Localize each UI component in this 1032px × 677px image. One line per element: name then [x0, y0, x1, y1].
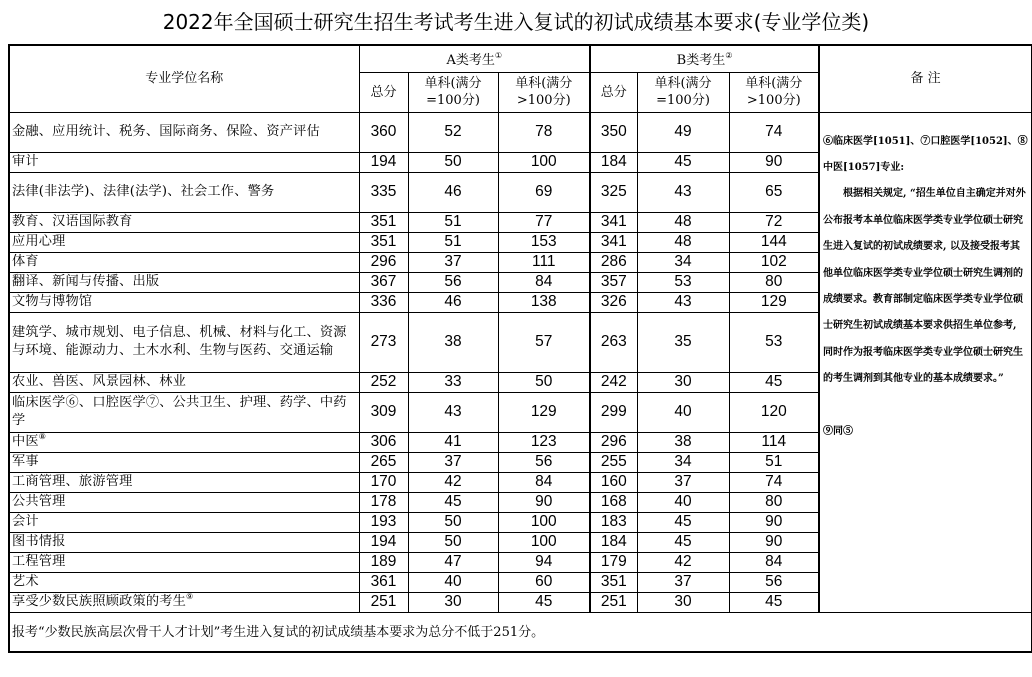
a-total-cell: 336: [359, 292, 408, 312]
a-single-100-cell: 45: [408, 492, 498, 512]
header-b-single-100: 单科(满分=100分): [637, 72, 729, 112]
a-single-gt100-cell: 100: [498, 512, 590, 532]
a-single-100-cell: 52: [408, 112, 498, 152]
a-single-100-cell: 38: [408, 312, 498, 372]
b-single-gt100-cell: 53: [729, 312, 819, 372]
a-total-cell: 273: [359, 312, 408, 372]
header-b-total: 总分: [590, 72, 637, 112]
major-name-cell: 审计: [9, 152, 359, 172]
b-total-cell: 341: [590, 232, 637, 252]
a-total-cell: 351: [359, 212, 408, 232]
b-total-cell: 325: [590, 172, 637, 212]
major-name-cell: 建筑学、城市规划、电子信息、机械、材料与化工、资源与环境、能源动力、土木水利、生物与医药、交通运输: [9, 312, 359, 372]
remarks-note-body: 根据相关规定, “招生单位自主确定并对外公布报考本单位临床医学类专业学位硕士研究生进入复试的初试成绩要求, 以及接受报考其他单位临床医学类专业学位硕士研究生调剂的成绩要求。教育部制定临床医学类专业学位硕士研究生初试成绩基本要求供招生单位参考, 同时作为报考临床医学类专业学位硕士研究生的考生调剂到其他专业的基本成绩要求。”: [823, 188, 1026, 385]
a-total-cell: 309: [359, 392, 408, 432]
b-total-cell: 184: [590, 152, 637, 172]
b-single-gt100-cell: 45: [729, 372, 819, 392]
a-total-cell: 194: [359, 152, 408, 172]
b-single-100-cell: 45: [637, 152, 729, 172]
a-single-gt100-cell: 94: [498, 552, 590, 572]
b-total-cell: 357: [590, 272, 637, 292]
b-single-100-cell: 49: [637, 112, 729, 152]
a-single-100-cell: 50: [408, 152, 498, 172]
remarks-note-9: ⑨同⑤: [823, 425, 854, 437]
b-total-cell: 184: [590, 532, 637, 552]
b-total-cell: 263: [590, 312, 637, 372]
b-total-cell: 255: [590, 452, 637, 472]
a-single-gt100-cell: 123: [498, 432, 590, 452]
b-single-100-cell: 43: [637, 172, 729, 212]
b-single-gt100-cell: 74: [729, 472, 819, 492]
b-single-100-cell: 38: [637, 432, 729, 452]
major-name-cell: 工商管理、旅游管理: [9, 472, 359, 492]
a-single-100-cell: 50: [408, 512, 498, 532]
major-name-cell: 公共管理: [9, 492, 359, 512]
header-major-name: 专业学位名称: [9, 45, 359, 112]
a-total-cell: 194: [359, 532, 408, 552]
b-single-100-cell: 45: [637, 512, 729, 532]
b-total-cell: 251: [590, 592, 637, 612]
a-single-gt100-cell: 100: [498, 532, 590, 552]
a-single-100-cell: 51: [408, 212, 498, 232]
a-total-cell: 360: [359, 112, 408, 152]
a-single-100-cell: 51: [408, 232, 498, 252]
a-total-cell: 251: [359, 592, 408, 612]
b-total-cell: 242: [590, 372, 637, 392]
a-single-gt100-cell: 100: [498, 152, 590, 172]
major-name-cell: 临床医学⑥、口腔医学⑦、公共卫生、护理、药学、中药学: [9, 392, 359, 432]
a-single-100-cell: 33: [408, 372, 498, 392]
b-single-gt100-cell: 65: [729, 172, 819, 212]
a-total-cell: 170: [359, 472, 408, 492]
b-single-gt100-cell: 80: [729, 272, 819, 292]
a-single-100-cell: 42: [408, 472, 498, 492]
b-single-100-cell: 30: [637, 372, 729, 392]
b-single-100-cell: 48: [637, 232, 729, 252]
b-total-cell: 296: [590, 432, 637, 452]
b-single-gt100-cell: 120: [729, 392, 819, 432]
header-b-single-gt100: 单科(满分>100分): [729, 72, 819, 112]
header-a-single-100: 单科(满分=100分): [408, 72, 498, 112]
b-single-gt100-cell: 144: [729, 232, 819, 252]
a-total-cell: 252: [359, 372, 408, 392]
b-single-100-cell: 40: [637, 392, 729, 432]
a-single-100-cell: 46: [408, 172, 498, 212]
a-single-100-cell: 50: [408, 532, 498, 552]
a-single-100-cell: 46: [408, 292, 498, 312]
a-single-100-cell: 47: [408, 552, 498, 572]
b-single-100-cell: 37: [637, 472, 729, 492]
a-single-100-cell: 40: [408, 572, 498, 592]
b-single-gt100-cell: 90: [729, 532, 819, 552]
b-single-100-cell: 30: [637, 592, 729, 612]
a-single-gt100-cell: 60: [498, 572, 590, 592]
b-single-100-cell: 53: [637, 272, 729, 292]
footer-note: 报考“少数民族高层次骨干人才计划”考生进入复试的初试成绩基本要求为总分不低于251分。: [9, 612, 1032, 652]
major-name-cell: 农业、兽医、风景园林、林业: [9, 372, 359, 392]
a-total-cell: 193: [359, 512, 408, 532]
a-single-100-cell: 30: [408, 592, 498, 612]
b-single-gt100-cell: 72: [729, 212, 819, 232]
b-single-gt100-cell: 129: [729, 292, 819, 312]
major-name-cell: 文物与博物馆: [9, 292, 359, 312]
table-row: [9, 112, 1032, 152]
major-name-cell: 翻译、新闻与传播、出版: [9, 272, 359, 292]
a-total-cell: 189: [359, 552, 408, 572]
b-single-100-cell: 45: [637, 532, 729, 552]
b-single-gt100-cell: 114: [729, 432, 819, 452]
a-single-100-cell: 37: [408, 252, 498, 272]
a-single-gt100-cell: 90: [498, 492, 590, 512]
b-total-cell: 168: [590, 492, 637, 512]
remarks-note-heading: ⑥临床医学[1051]、⑦口腔医学[1052]、⑧中医[1057]专业:: [823, 135, 1028, 173]
b-single-gt100-cell: 90: [729, 152, 819, 172]
major-name-cell: 中医⑧: [9, 432, 359, 452]
a-single-gt100-cell: 153: [498, 232, 590, 252]
page-title: 2022年全国硕士研究生招生考试考生进入复试的初试成绩基本要求(专业学位类): [162, 10, 870, 34]
a-single-100-cell: 56: [408, 272, 498, 292]
b-total-cell: 351: [590, 572, 637, 592]
a-single-gt100-cell: 57: [498, 312, 590, 372]
b-total-cell: 350: [590, 112, 637, 152]
b-single-gt100-cell: 84: [729, 552, 819, 572]
major-name-cell: 图书情报: [9, 532, 359, 552]
major-name-cell: 艺术: [9, 572, 359, 592]
header-remarks: 备 注: [819, 45, 1032, 112]
b-single-gt100-cell: 51: [729, 452, 819, 472]
b-single-100-cell: 34: [637, 452, 729, 472]
b-single-gt100-cell: 80: [729, 492, 819, 512]
b-single-100-cell: 34: [637, 252, 729, 272]
major-name-cell: 法律(非法学)、法律(法学)、社会工作、警务: [9, 172, 359, 212]
a-total-cell: 265: [359, 452, 408, 472]
major-name-cell: 应用心理: [9, 232, 359, 252]
b-total-cell: 183: [590, 512, 637, 532]
a-total-cell: 367: [359, 272, 408, 292]
a-single-gt100-cell: 78: [498, 112, 590, 152]
a-single-gt100-cell: 84: [498, 272, 590, 292]
a-single-100-cell: 41: [408, 432, 498, 452]
a-single-gt100-cell: 77: [498, 212, 590, 232]
a-single-100-cell: 37: [408, 452, 498, 472]
b-single-gt100-cell: 90: [729, 512, 819, 532]
a-total-cell: 351: [359, 232, 408, 252]
a-single-gt100-cell: 138: [498, 292, 590, 312]
b-single-100-cell: 48: [637, 212, 729, 232]
a-total-cell: 306: [359, 432, 408, 452]
major-name-cell: 体育: [9, 252, 359, 272]
a-single-gt100-cell: 69: [498, 172, 590, 212]
b-total-cell: 341: [590, 212, 637, 232]
b-total-cell: 299: [590, 392, 637, 432]
major-name-cell: 教育、汉语国际教育: [9, 212, 359, 232]
a-single-100-cell: 43: [408, 392, 498, 432]
a-total-cell: 178: [359, 492, 408, 512]
major-name-cell: 工程管理: [9, 552, 359, 572]
b-single-gt100-cell: 56: [729, 572, 819, 592]
a-total-cell: 361: [359, 572, 408, 592]
header-a-total: 总分: [359, 72, 408, 112]
b-total-cell: 160: [590, 472, 637, 492]
a-single-gt100-cell: 111: [498, 252, 590, 272]
b-single-100-cell: 42: [637, 552, 729, 572]
major-name-cell: 金融、应用统计、税务、国际商务、保险、资产评估: [9, 112, 359, 152]
b-single-gt100-cell: 102: [729, 252, 819, 272]
a-total-cell: 296: [359, 252, 408, 272]
header-a-single-gt100: 单科(满分>100分): [498, 72, 590, 112]
b-total-cell: 179: [590, 552, 637, 572]
header-group-b: B类考生②: [590, 45, 819, 72]
b-total-cell: 286: [590, 252, 637, 272]
remarks-note: [819, 112, 1032, 612]
b-single-100-cell: 35: [637, 312, 729, 372]
a-single-gt100-cell: 56: [498, 452, 590, 472]
b-single-100-cell: 40: [637, 492, 729, 512]
a-single-gt100-cell: 129: [498, 392, 590, 432]
b-single-100-cell: 43: [637, 292, 729, 312]
b-single-gt100-cell: 45: [729, 592, 819, 612]
a-single-gt100-cell: 50: [498, 372, 590, 392]
b-single-100-cell: 37: [637, 572, 729, 592]
score-table: [8, 44, 1032, 653]
a-single-gt100-cell: 45: [498, 592, 590, 612]
b-total-cell: 326: [590, 292, 637, 312]
a-total-cell: 335: [359, 172, 408, 212]
major-name-cell: 会计: [9, 512, 359, 532]
b-single-gt100-cell: 74: [729, 112, 819, 152]
major-name-cell: 享受少数民族照顾政策的考生⑨: [9, 592, 359, 612]
major-name-cell: 军事: [9, 452, 359, 472]
header-group-a: A类考生①: [359, 45, 590, 72]
a-single-gt100-cell: 84: [498, 472, 590, 492]
